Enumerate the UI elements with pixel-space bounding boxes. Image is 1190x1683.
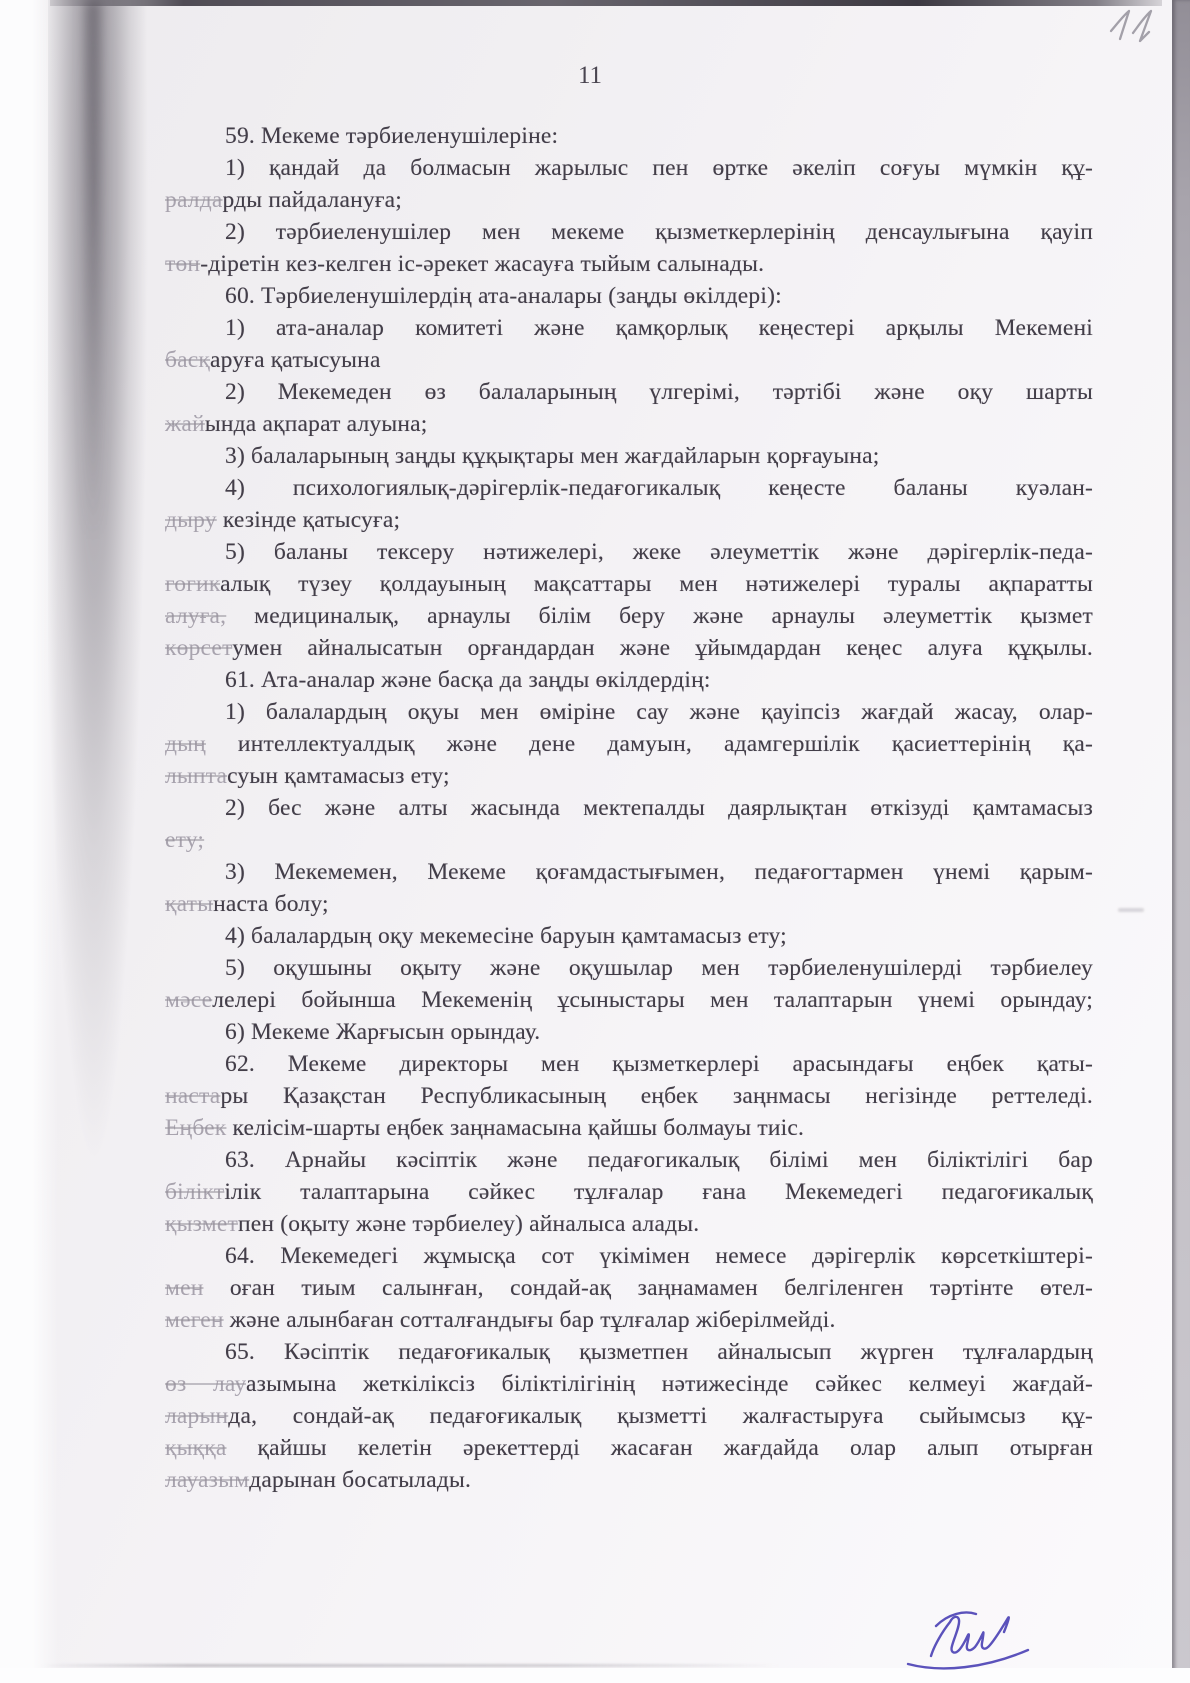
line-text: да, сондай-ақ педағоғикалық қызметті жалғастыруға сыйымсыз құ- [228, 1403, 1093, 1429]
text-line [165, 1368, 1093, 1400]
line-text: 61. Ата-аналар және басқа да заңды өкілдердің: [225, 667, 711, 693]
faded-word: лыпта [165, 763, 228, 789]
text-line [165, 1304, 1093, 1336]
text-line [165, 120, 1093, 152]
line-text: 2) бес және алты жасында мектепалды даярлықтан өткізуді қамтамасыз [225, 795, 1093, 821]
line-text: оған тиым салынған, сондай-ақ заңнамамен белгіленген тәртінте өтел- [203, 1275, 1093, 1301]
text-line [165, 344, 1093, 376]
line-text: 63. Арнайы кәсіптік және педағогикалық білімі мен біліктілігі бар [225, 1147, 1093, 1173]
text-line [165, 888, 1093, 920]
line-text: рды пайдалануға; [222, 187, 403, 213]
faded-word: дыру [165, 507, 217, 533]
text-line [165, 280, 1093, 312]
book-spine-shadow [48, 0, 148, 1400]
text-line [165, 984, 1093, 1016]
faded-word: өз лау [165, 1371, 246, 1397]
text-line [165, 1464, 1093, 1496]
faded-word: гогик [165, 571, 221, 597]
printed-page-number: 11 [577, 62, 603, 89]
line-text: 64. Мекемедегі жұмысқа сот үкімімен немесе дәрігерлік көрсеткіштері- [225, 1243, 1093, 1269]
text-line [165, 728, 1093, 760]
faded-word: наста [165, 1083, 221, 1109]
line-text: -діретін кез-келген іс-әрекет жасауға тыйым салынады. [200, 251, 765, 277]
line-text: умен айналысатын орғандардан және ұйымдардан кеңес алуға құқылы. [232, 635, 1093, 661]
line-text: дарынан босатылады. [249, 1467, 472, 1493]
faded-word: көрсет [165, 635, 233, 661]
line-text: пен (оқыту және тәрбиелеу) айналыса алады. [237, 1211, 700, 1237]
faded-word: басқ [165, 347, 211, 373]
text-line [165, 376, 1093, 408]
line-text: азымына жеткіліксіз біліктілігінің нәтижесінде сәйкес келмеуі жағдай- [245, 1371, 1094, 1397]
line-text: суын қамтамасыз ету; [227, 763, 450, 789]
text-line [165, 1432, 1093, 1464]
faded-word: қызмет [165, 1211, 238, 1237]
text-line [165, 440, 1093, 472]
faded-word: ралда [165, 187, 223, 213]
text-line [165, 1336, 1093, 1368]
line-text: 3) Мекемемен, Мекеме қоғамдастығымен, педағогтармен үнемі қарым- [225, 859, 1093, 885]
text-line [165, 1016, 1093, 1048]
line-text: алық түзеу қолдауының мақсаттары мен нәтижелері туралы ақпаратты [220, 571, 1093, 597]
signature [898, 1606, 1038, 1678]
line-text: 4) психологиялық-дәрігерлік-педағогикалық кеңесте баланы куәлан- [225, 475, 1093, 501]
line-text: 60. Тәрбиеленушілердің ата-аналары (заңды өкілдері): [225, 283, 782, 309]
text-line [165, 216, 1093, 248]
text-line [165, 472, 1093, 504]
text-line [165, 248, 1093, 280]
line-text: 1) балалардың оқуы мен өміріне сау және қауіпсіз жағдай жасау, олар- [225, 699, 1093, 725]
text-line [165, 1400, 1093, 1432]
scan-bottom-edge [40, 1664, 780, 1667]
line-text: келісім-шарты еңбек заңнамасына қайшы болмауы тиіс. [226, 1115, 805, 1141]
faded-word: алуға, [165, 603, 227, 629]
faded-word: дың [165, 731, 206, 757]
line-text: 1) ата-аналар комитеті және қамқорлық кеңестері арқылы Мекемені [225, 315, 1093, 341]
faded-word: жай [165, 411, 205, 437]
faded-word: төн [165, 251, 201, 277]
text-line [165, 1144, 1093, 1176]
text-line [165, 536, 1093, 568]
line-text: 1) қандай да болмасын жарылыс пен өртке әкеліп соғуы мүмкін құ- [225, 155, 1093, 181]
text-line [165, 792, 1093, 824]
faded-word: ларын [165, 1403, 229, 1429]
line-text: интеллектуалдық және дене дамуын, адамгершілік қасиеттерінің қа- [205, 731, 1093, 757]
pencil-11-icon [1106, 6, 1162, 46]
line-text: 6) Мекеме Жарғысын орындау. [225, 1019, 541, 1045]
scan-smudge [1118, 908, 1144, 912]
text-line [165, 632, 1093, 664]
text-line [165, 408, 1093, 440]
faded-word: лауазым [165, 1467, 250, 1493]
text-line [165, 760, 1093, 792]
faded-word: мәсе [165, 987, 213, 1013]
text-line [165, 1272, 1093, 1304]
text-line [165, 696, 1093, 728]
faded-word: меген [165, 1307, 224, 1333]
text-line [165, 152, 1093, 184]
text-line [165, 1208, 1093, 1240]
line-text: аруға қатысуына [210, 347, 381, 373]
line-text: 3) балаларының заңды құқықтары мен жағдайларын қорғауына; [225, 443, 880, 469]
text-line [165, 184, 1093, 216]
text-line [165, 1080, 1093, 1112]
line-text: ында ақпарат алуына; [204, 411, 428, 437]
line-text: медициналық, арнаулы білім беру және арнаулы әлеуметтік қызмет [226, 603, 1093, 629]
text-line [165, 312, 1093, 344]
line-text: қайшы келетін әрекеттерді жасаған жағдайда олар алып отырған [226, 1435, 1093, 1461]
line-text: 5) баланы тексеру нәтижелері, жеке әлеуметтік және дәрігерлік-педа- [225, 539, 1093, 565]
faded-word: Еңбек [165, 1115, 227, 1141]
text-line [165, 504, 1093, 536]
text-line [165, 1176, 1093, 1208]
text-line [165, 824, 1093, 856]
line-text: 62. Мекеме директоры мен қызметкерлері арасындағы еңбек қаты- [225, 1051, 1093, 1077]
line-text: 59. Мекеме тәрбиеленушілеріне: [225, 123, 559, 149]
line-text: 4) балалардың оқу мекемесіне баруын қамтамасыз ету; [225, 923, 787, 949]
text-line [165, 600, 1093, 632]
line-text: және алынбаған сотталғандығы бар тұлғалар жіберілмейді. [223, 1307, 836, 1333]
line-text: лелері бойынша Мекеменің ұсыныстары мен талаптарын үнемі орындау; [212, 987, 1093, 1013]
line-text: кезінде қатысуға; [216, 507, 401, 533]
faded-word: қаты [165, 891, 214, 917]
text-line [165, 952, 1093, 984]
line-text: 2) Мекемеден өз балаларының үлгерімі, тәртібі және оқу шарты [225, 379, 1093, 405]
text-line [165, 920, 1093, 952]
line-text: 65. Кәсіптік педағоғикалық қызметпен айналысып жүрген тұлғалардың [225, 1339, 1093, 1365]
line-text: ры Қазақстан Республикасының еңбек заңнмасы негізінде реттеледі. [220, 1083, 1093, 1109]
faded-word: қыққа [165, 1435, 227, 1461]
line-text: наста болу; [213, 891, 329, 917]
line-text: 5) оқушыны оқыту және оқушылар мен тәрбиеленушілерді тәрбиелеу [225, 955, 1093, 981]
text-line [165, 1112, 1093, 1144]
scan-right-page-edge [1172, 0, 1190, 1683]
handwritten-page-number [1106, 6, 1162, 51]
text-line [165, 1240, 1093, 1272]
text-line [165, 568, 1093, 600]
text-line [165, 1048, 1093, 1080]
text-line [165, 664, 1093, 696]
scan-top-edge [50, 0, 1162, 6]
line-text: ілік талаптарына сәйкес тұлғалар ғана Мекемедегі педагоғикалық [224, 1179, 1093, 1205]
line-text: 2) тәрбиеленушілер мен мекеме қызметкерлерінің денсаулығына қауіп [225, 219, 1093, 245]
faded-word: мен [165, 1275, 204, 1301]
text-line [165, 856, 1093, 888]
faded-word: білікт [165, 1179, 225, 1205]
document-text [165, 120, 1093, 1496]
faded-word: ету; [165, 827, 205, 853]
